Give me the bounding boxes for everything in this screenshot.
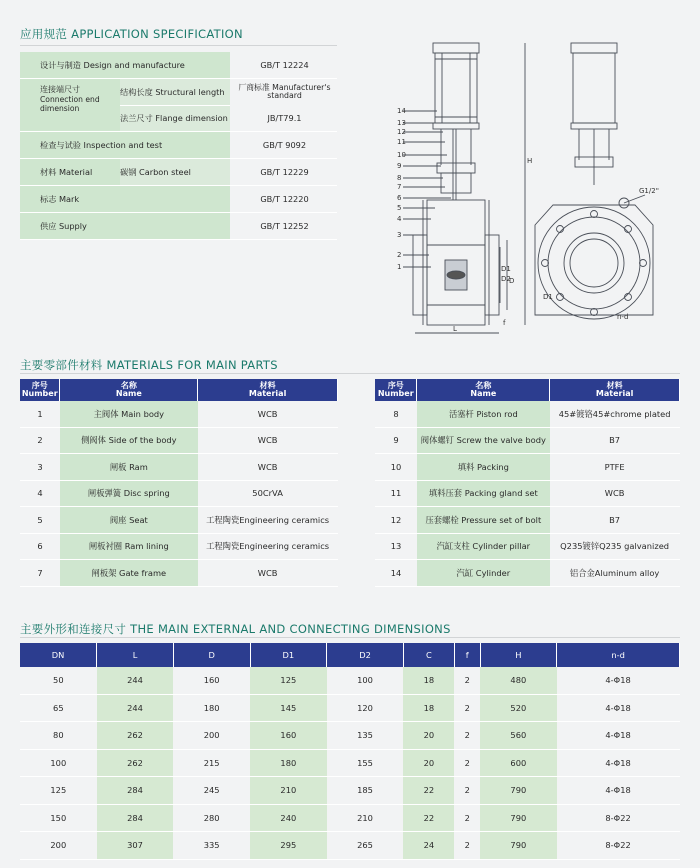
part-name: 阀体螺钉 Screw the valve body	[417, 427, 550, 454]
materials-row	[20, 507, 338, 534]
dim-label-d1: D1	[501, 265, 511, 273]
materials-row	[20, 560, 338, 587]
spec-label: 检查与试验 Inspection and test	[20, 132, 230, 158]
part-number-label: 12	[397, 128, 406, 136]
materials-row	[375, 560, 680, 587]
header-name: 名称 Name	[417, 379, 550, 401]
spec-label: 供应 Supply	[20, 213, 230, 239]
part-material: 50CrVA	[198, 480, 338, 507]
dimensions-title-underline	[20, 637, 680, 638]
part-number: 1	[20, 401, 60, 427]
dim-cell: 160	[250, 722, 327, 750]
part-number: 9	[375, 427, 417, 454]
part-number: 6	[20, 533, 60, 560]
header-material: 材料 Material	[550, 379, 680, 401]
dimensions-table	[20, 643, 680, 860]
dim-header-cell: D	[173, 643, 250, 667]
spec-group-label	[20, 79, 120, 131]
dim-cell: 65	[20, 694, 97, 722]
spec-row	[20, 186, 337, 213]
part-name: 汽缸 Cylinder	[417, 560, 550, 587]
dim-header-cell: n-d	[557, 643, 680, 667]
dim-cell: 2	[454, 777, 480, 805]
part-material: 工程陶瓷Engineering ceramics	[198, 507, 338, 534]
part-number: 12	[375, 507, 417, 534]
dim-cell: 80	[20, 722, 97, 750]
part-name: 闸板架 Gate frame	[60, 560, 198, 587]
materials-table-left	[20, 379, 338, 587]
part-number: 7	[20, 560, 60, 587]
part-number-label: 1	[397, 263, 402, 271]
dim-row	[20, 749, 680, 777]
spec-row	[20, 132, 337, 159]
dim-cell: 790	[480, 777, 557, 805]
dim-header-cell: H	[480, 643, 557, 667]
dim-cell: 295	[250, 832, 327, 860]
part-number: 14	[375, 560, 417, 587]
part-name: 侧阀体 Side of the body	[60, 427, 198, 454]
spec-label: 设计与制造 Design and manufacture	[20, 52, 230, 78]
part-name: 填料压套 Packing gland set	[417, 480, 550, 507]
spec-section-title: 应用规范 APPLICATION SPECIFICATION	[20, 27, 243, 41]
part-number: 5	[20, 507, 60, 534]
spec-group-label: 材料 Material	[20, 159, 120, 185]
dim-cell: 2	[454, 749, 480, 777]
dim-cell: 120	[327, 694, 404, 722]
materials-table-right	[375, 379, 680, 587]
spec-value: GB/T 12224	[232, 52, 337, 78]
header-name: 名称 Name	[60, 379, 198, 401]
dim-cell: 155	[327, 749, 404, 777]
dim-cell: 8-Φ22	[557, 804, 680, 832]
part-number: 3	[20, 454, 60, 481]
part-number-label: 8	[397, 174, 402, 182]
dim-cell: 2	[454, 832, 480, 860]
dim-cell: 2	[454, 722, 480, 750]
part-name: 主阀体 Main body	[60, 401, 198, 427]
materials-row	[20, 427, 338, 454]
part-material: WCB	[198, 401, 338, 427]
dim-row	[20, 667, 680, 694]
dim-label-d1-right: D1	[543, 293, 553, 301]
part-name: 闸板弹簧 Disc spring	[60, 480, 198, 507]
dim-cell: 2	[454, 667, 480, 694]
part-material: WCB	[198, 560, 338, 587]
part-number-label: 2	[397, 251, 402, 259]
part-number: 10	[375, 454, 417, 481]
part-material: WCB	[198, 427, 338, 454]
dim-label-g: G1/2"	[639, 187, 659, 195]
part-material: 45#镀铬45#chrome plated	[550, 401, 680, 427]
part-material: 铝合金Aluminum alloy	[550, 560, 680, 587]
dim-cell: 480	[480, 667, 557, 694]
dim-label-h: H	[527, 157, 533, 165]
spec-sub-label: 碳钢 Carbon steel	[120, 159, 230, 185]
dim-header-cell: D2	[327, 643, 404, 667]
dim-cell: 240	[250, 804, 327, 832]
part-number: 13	[375, 533, 417, 560]
dim-cell: 210	[250, 777, 327, 805]
dim-cell: 20	[403, 749, 454, 777]
dim-cell: 200	[173, 722, 250, 750]
dim-cell: 265	[327, 832, 404, 860]
dim-cell: 4-Φ18	[557, 777, 680, 805]
dim-cell: 560	[480, 722, 557, 750]
dim-cell: 262	[97, 722, 174, 750]
dim-cell: 125	[20, 777, 97, 805]
part-name: 闸板 Ram	[60, 454, 198, 481]
part-number-label: 10	[397, 151, 406, 159]
spec-value: GB/T 12252	[232, 213, 337, 239]
dim-row	[20, 832, 680, 860]
dim-cell: 262	[97, 749, 174, 777]
dim-cell: 22	[403, 777, 454, 805]
dim-label-d: D	[509, 277, 515, 285]
dim-label-l: L	[453, 325, 457, 333]
part-name: 活塞杆 Piston rod	[417, 401, 550, 427]
dim-cell: 8-Φ22	[557, 832, 680, 860]
dim-cell: 307	[97, 832, 174, 860]
dim-cell: 244	[97, 694, 174, 722]
part-material: WCB	[198, 454, 338, 481]
materials-title-underline	[20, 373, 680, 374]
dim-cell: 200	[20, 832, 97, 860]
spec-value: GB/T 12220	[232, 186, 337, 212]
materials-header-row	[20, 379, 338, 401]
dim-cell: 50	[20, 667, 97, 694]
spec-value: GB/T 9092	[232, 132, 337, 158]
part-number: 8	[375, 401, 417, 427]
spec-table	[20, 52, 337, 240]
part-number-label: 9	[397, 162, 402, 170]
cylinder-shape	[435, 53, 477, 123]
dim-label-nd: n-d	[617, 313, 629, 321]
dim-header-cell: L	[97, 643, 174, 667]
part-number-label: 13	[397, 119, 406, 127]
dim-header-cell: C	[403, 643, 454, 667]
dim-row	[20, 722, 680, 750]
materials-row	[20, 480, 338, 507]
part-name: 压套螺栓 Pressure set of bolt	[417, 507, 550, 534]
dim-cell: 125	[250, 667, 327, 694]
dim-row	[20, 777, 680, 805]
dimensions-header-row	[20, 643, 680, 667]
materials-header-row	[375, 379, 680, 401]
part-name: 汽缸支柱 Cylinder pillar	[417, 533, 550, 560]
dim-cell: 4-Φ18	[557, 694, 680, 722]
header-material: 材料 Material	[198, 379, 338, 401]
spec-value: GB/T 12229	[232, 159, 337, 185]
spec-label: 标志 Mark	[20, 186, 230, 212]
spec-row	[20, 159, 337, 186]
part-material: B7	[550, 427, 680, 454]
materials-row	[375, 533, 680, 560]
dim-cell: 18	[403, 694, 454, 722]
dim-header-cell: DN	[20, 643, 97, 667]
dim-cell: 18	[403, 667, 454, 694]
materials-row	[375, 401, 680, 427]
dim-cell: 135	[327, 722, 404, 750]
materials-section-title: 主要零部件材料 MATERIALS FOR MAIN PARTS	[20, 358, 278, 372]
part-name: 阀座 Seat	[60, 507, 198, 534]
part-number: 4	[20, 480, 60, 507]
dim-header-cell: D1	[250, 643, 327, 667]
materials-row	[375, 480, 680, 507]
part-number: 2	[20, 427, 60, 454]
materials-row	[20, 533, 338, 560]
dim-cell: 335	[173, 832, 250, 860]
materials-row	[375, 427, 680, 454]
part-material: B7	[550, 507, 680, 534]
dim-cell: 600	[480, 749, 557, 777]
dim-cell: 245	[173, 777, 250, 805]
dim-cell: 2	[454, 804, 480, 832]
dim-cell: 185	[327, 777, 404, 805]
dim-row	[20, 804, 680, 832]
valve-diagram	[395, 35, 695, 335]
dim-cell: 100	[327, 667, 404, 694]
dim-cell: 24	[403, 832, 454, 860]
dim-cell: 180	[250, 749, 327, 777]
part-number-label: 6	[397, 194, 402, 202]
spec-row	[20, 213, 337, 240]
materials-row	[20, 401, 338, 427]
spec-row	[20, 52, 337, 79]
dim-header-cell: f	[454, 643, 480, 667]
part-name: 闸板衬圈 Ram lining	[60, 533, 198, 560]
spec-group-label-en: Connection end dimension	[40, 95, 100, 114]
part-number-label: 5	[397, 204, 402, 212]
part-number-label: 7	[397, 183, 402, 191]
dim-cell: 790	[480, 832, 557, 860]
dim-cell: 150	[20, 804, 97, 832]
spec-sub-label: 法兰尺寸 Flange dimension	[120, 105, 230, 131]
header-number: 序号 Number	[20, 379, 60, 401]
part-number: 11	[375, 480, 417, 507]
dim-row	[20, 694, 680, 722]
dim-cell: 280	[173, 804, 250, 832]
dim-cell: 145	[250, 694, 327, 722]
part-material: PTFE	[550, 454, 680, 481]
dimensions-section-title: 主要外形和连接尺寸 THE MAIN EXTERNAL AND CONNECTING DIMENSIONS	[20, 622, 451, 636]
part-number-label: 14	[397, 107, 406, 115]
part-number-label: 3	[397, 231, 402, 239]
dim-label-d2: D2	[501, 275, 511, 283]
part-number-label: 11	[397, 138, 406, 146]
spec-title-underline	[20, 45, 337, 46]
spec-value: 厂商标准 Manufacturer's standard	[232, 79, 337, 105]
dim-cell: 2	[454, 694, 480, 722]
dim-cell: 4-Φ18	[557, 749, 680, 777]
part-material: 工程陶瓷Engineering ceramics	[198, 533, 338, 560]
dim-cell: 790	[480, 804, 557, 832]
dim-cell: 284	[97, 804, 174, 832]
dim-cell: 4-Φ18	[557, 722, 680, 750]
dim-cell: 20	[403, 722, 454, 750]
materials-row	[375, 454, 680, 481]
part-material: Q235镀锌Q235 galvanized	[550, 533, 680, 560]
materials-row	[20, 454, 338, 481]
dim-cell: 100	[20, 749, 97, 777]
dim-cell: 210	[327, 804, 404, 832]
part-number-label: 4	[397, 215, 402, 223]
part-name: 填料 Packing	[417, 454, 550, 481]
dim-cell: 284	[97, 777, 174, 805]
spec-value: JB/T79.1	[232, 105, 337, 131]
dim-cell: 180	[173, 694, 250, 722]
dim-cell: 215	[173, 749, 250, 777]
part-material: WCB	[550, 480, 680, 507]
dim-label-f: f	[503, 319, 506, 327]
dim-cell: 520	[480, 694, 557, 722]
spec-sub-label: 结构长度 Structural length	[120, 79, 230, 105]
dim-cell: 244	[97, 667, 174, 694]
dim-cell: 4-Φ18	[557, 667, 680, 694]
materials-row	[375, 507, 680, 534]
dim-cell: 22	[403, 804, 454, 832]
dim-cell: 160	[173, 667, 250, 694]
spec-group-label-cn: 连接端尺寸	[40, 85, 80, 94]
header-number: 序号 Number	[375, 379, 417, 401]
spec-row-group	[20, 79, 337, 132]
